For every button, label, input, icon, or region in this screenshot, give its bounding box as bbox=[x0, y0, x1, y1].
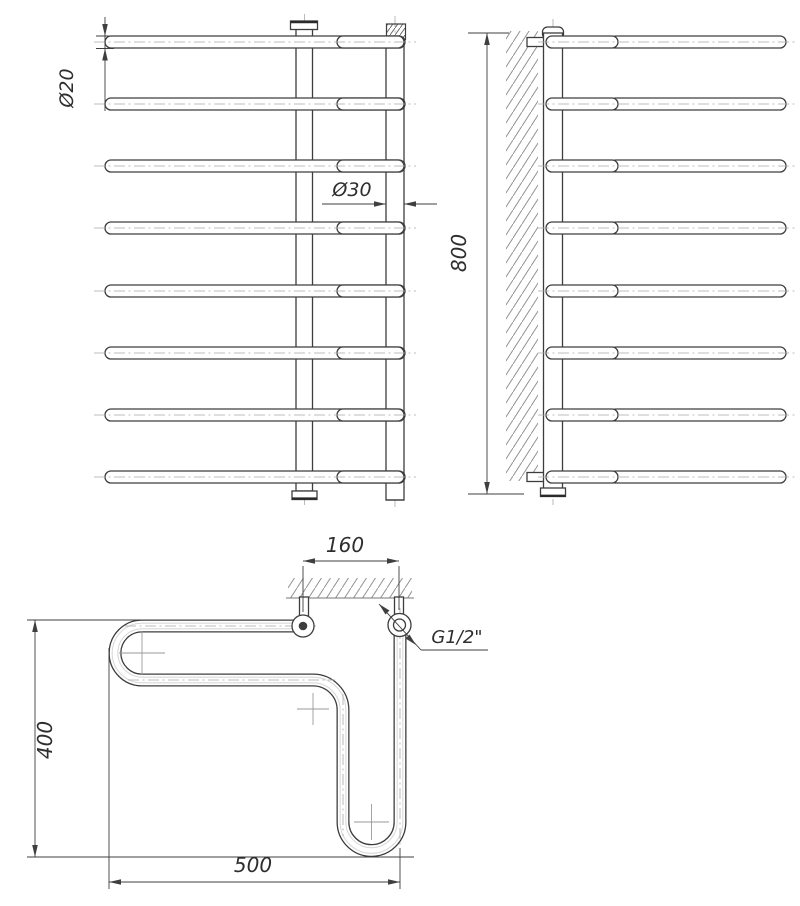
wall-section-top bbox=[288, 578, 412, 598]
dim-label-overall-height: 800 bbox=[447, 233, 471, 273]
towel-bar-side bbox=[538, 98, 795, 110]
towel-bar bbox=[94, 409, 416, 421]
wall-section bbox=[506, 31, 538, 481]
front-view bbox=[56, 14, 437, 508]
towel-bar bbox=[94, 36, 416, 48]
towel-bar-side bbox=[538, 347, 795, 359]
towel-bar bbox=[94, 98, 416, 110]
dim-label-riser-diameter: Ø30 bbox=[332, 179, 372, 201]
towel-bar bbox=[94, 347, 416, 359]
towel-bar-side bbox=[538, 285, 795, 297]
dim-label-connection-spacing: 160 bbox=[325, 533, 365, 557]
connection-stub-left bbox=[300, 597, 309, 616]
dim-label-width: 500 bbox=[233, 853, 273, 877]
towel-bar bbox=[94, 222, 416, 234]
towel-bar-side bbox=[538, 222, 795, 234]
towel-bar bbox=[94, 160, 416, 172]
dim-label-depth: 400 bbox=[33, 720, 57, 760]
dimension-riser-diameter bbox=[322, 179, 437, 207]
left-riser-top-cap bbox=[291, 21, 318, 30]
tube-plan-outline bbox=[115, 626, 400, 851]
thread-size-label: G1/2" bbox=[431, 627, 483, 648]
connection-fitting-left bbox=[292, 615, 314, 637]
left-riser-bottom-cap bbox=[292, 491, 317, 500]
dimension-depth bbox=[27, 620, 414, 857]
top-view bbox=[27, 533, 488, 889]
towel-bar bbox=[94, 471, 416, 483]
dimension-bar-diameter bbox=[56, 17, 114, 111]
towel-bar-side bbox=[538, 36, 795, 48]
connection-fitting-right bbox=[388, 614, 411, 637]
towel-bar-side bbox=[538, 160, 795, 172]
side-view bbox=[447, 19, 795, 505]
dim-label-bar-diameter: Ø20 bbox=[56, 68, 78, 108]
towel-bar bbox=[94, 285, 416, 297]
dimension-connection-spacing bbox=[303, 533, 399, 612]
towel-bar-side bbox=[538, 409, 795, 421]
towel-bar-side bbox=[538, 471, 795, 483]
